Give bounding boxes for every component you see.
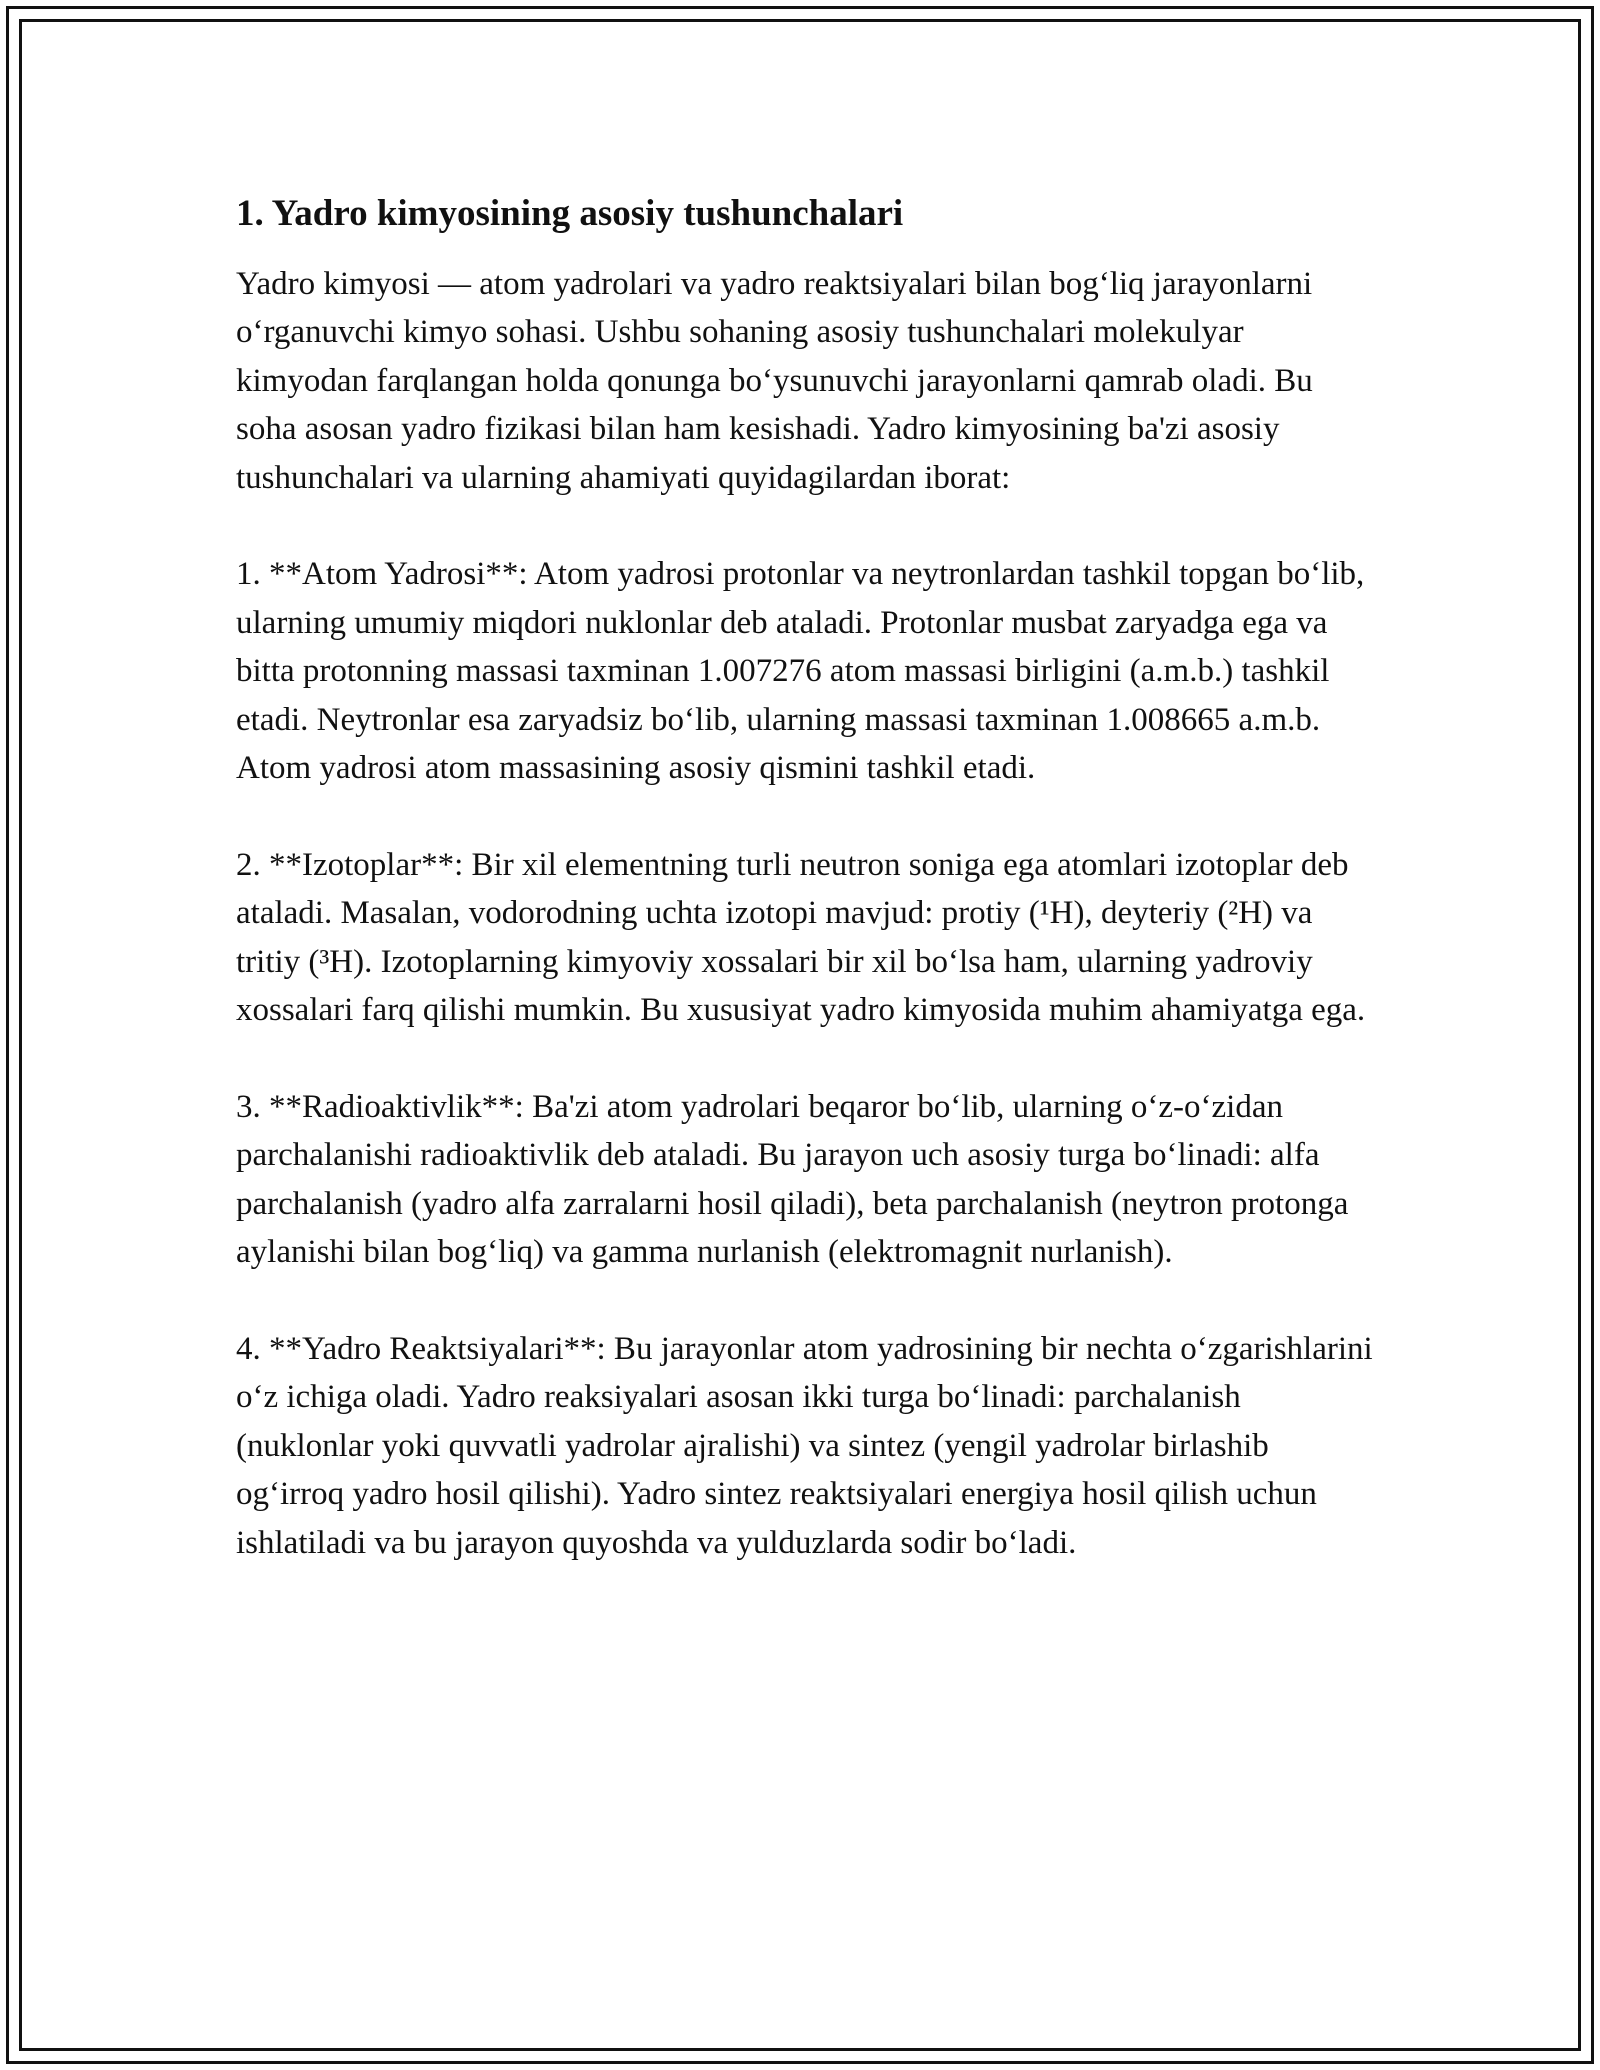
list-item-yadro-reaktsiyalari: 4. **Yadro Reaktsiyalari**: Bu jarayonlar atom yadrosining bir nechta o‘zgarishlarini o‘z ichiga oladi. Yadro reaksiyalari asosan ikki turga bo‘linadi: parchalanish (nuklonlar yoki quvvatli yadrolar ajralishi) va sintez (yengil yadrolar birlashib og‘irroq yadro hosil qilishi). Yadro sintez reaktsiyalari energiya hosil qilish uchun ishlatiladi va bu jarayon quyoshda va yulduzlarda sodir bo‘ladi. — [236, 1330, 1373, 1561]
list-item-radioaktivlik: 3. **Radioaktivlik**: Ba'zi atom yadrolari beqaror bo‘lib, ularning o‘z-o‘zidan parchalanishi radioaktivlik deb ataladi. Bu jarayon uch asosiy turga bo‘linadi: alfa parchalanish (yadro alfa zarralarni hosil qiladi), beta parchalanish (neytron protonga aylanishi bilan bog‘liq) va gamma nurlanish (elektromagnit nurlanish). — [236, 1088, 1349, 1271]
section-heading: 1. Yadro kimyosining asosiy tushunchalari — [236, 193, 904, 234]
document-body — [236, 190, 1376, 1615]
list-item-izotoplar: 2. **Izotoplar**: Bir xil elementning turli neutron soniga ega atomlari izotoplar deb ataladi. Masalan, vodorodning uchta izotopi mavjud: protiy (¹H), deyteriy (²H) va tritiy (³H). Izotoplarning kimyoviy xossalari bir xil bo‘lsa ham, ularning yadroviy xossalari farq qilishi mumkin. Bu xususiyat yadro kimyosida muhim ahamiyatga ega. — [236, 846, 1366, 1029]
list-item-atom-yadrosi: 1. **Atom Yadrosi**: Atom yadrosi protonlar va neytronlardan tashkil topgan bo‘lib, ularning umumiy miqdori nuklonlar deb ataladi. Protonlar musbat zaryadga ega va bitta protonning massasi taxminan 1.007276 atom massasi birligini (a.m.b.) tashkil etadi. Neytronlar esa zaryadsiz bo‘lib, ularning massasi taxminan 1.008665 a.m.b. Atom yadrosi atom massasining asosiy qismini tashkil etadi. — [236, 556, 1365, 787]
intro-paragraph: Yadro kimyosi — atom yadrolari va yadro reaktsiyalari bilan bog‘liq jarayonlarni o‘rganuvchi kimyo sohasi. Ushbu sohaning asosiy tushunchalari molekulyar kimyodan farqlangan holda qonunga bo‘ysunuvchi jarayonlarni qamrab oladi. Bu soha asosan yadro fizikasi bilan ham kesishadi. Yadro kimyosining ba'zi asosiy tushunchalari va ularning ahamiyati quyidagilardan iborat: — [236, 266, 1313, 496]
